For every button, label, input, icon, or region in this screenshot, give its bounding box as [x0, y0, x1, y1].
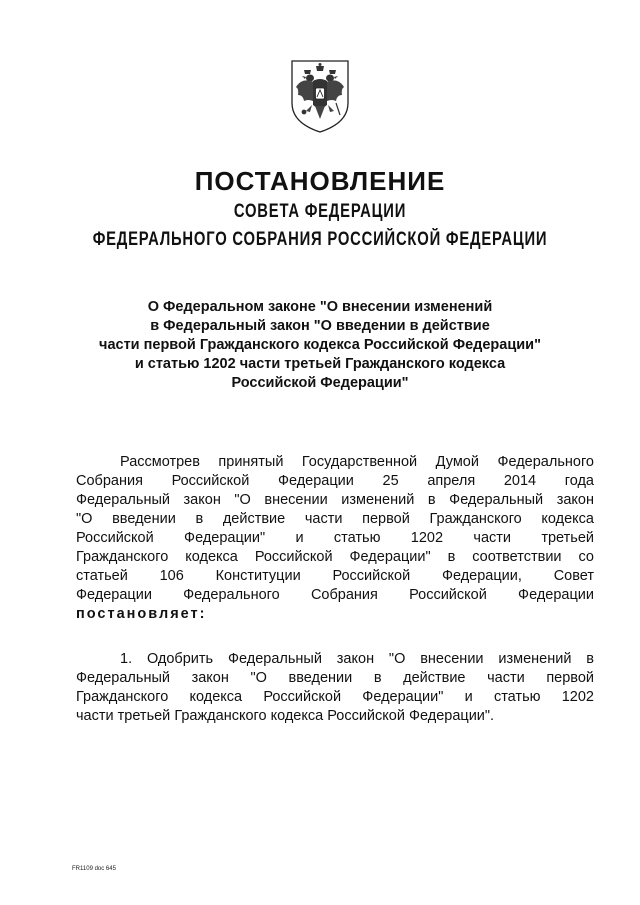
document-code: FR1109 doc 645 — [72, 866, 116, 872]
subject-line: части первой Гражданского кодекса Российской Федерации" — [99, 337, 541, 353]
subject-line: в Федеральный закон "О введении в действие — [150, 318, 490, 334]
paragraph-line: Гражданского кодекса Российской Федерации" в соответствии со — [76, 549, 594, 565]
document-subject — [60, 298, 580, 393]
subject-line: Российской Федерации" — [231, 375, 409, 391]
paragraph-line: Рассмотрев принятый Государственной Думой Федерального — [120, 454, 594, 470]
russian-coat-of-arms-icon — [284, 55, 356, 135]
resolves-word: постановляет: — [76, 606, 207, 622]
paragraph-line: Федерации Федерального Собрания Российской Федерации — [76, 587, 594, 603]
document-title: ПОСТАНОВЛЕНИЕ — [194, 166, 446, 196]
subject-line: и статью 1202 части третьей Гражданского кодекса — [134, 356, 506, 372]
resolution-paragraph — [76, 650, 594, 726]
preamble-paragraph — [76, 453, 594, 624]
paragraph-line: Федеральный закон "О внесении изменений в Федеральный закон — [76, 492, 594, 508]
paragraph-line: 1. Одобрить Федеральный закон "О внесении изменений в — [120, 651, 594, 667]
paragraph-line: статьей 106 Конституции Российской Федерации, Совет — [76, 568, 594, 584]
issuing-body-parent: ФЕДЕРАЛЬНОГО СОБРАНИЯ РОССИЙСКОЙ ФЕДЕРАЦИИ — [92, 229, 548, 250]
subject-line: О Федеральном законе "О внесении изменений — [147, 299, 493, 315]
paragraph-line: Гражданского кодекса Российской Федерации" и статью 1202 — [76, 689, 594, 705]
paragraph-line: Российской Федерации" и статью 1202 части третьей — [76, 530, 594, 546]
paragraph-line: Федеральный закон "О введении в действие части первой — [76, 670, 594, 686]
paragraph-line: части третьей Гражданского кодекса Российской Федерации". — [76, 708, 495, 724]
issuing-body: СОВЕТА ФЕДЕРАЦИИ — [233, 201, 407, 222]
paragraph-line: Собрания Российской Федерации 25 апреля 2014 года — [76, 473, 594, 489]
paragraph-line: "О введении в действие части первой Гражданского кодекса — [76, 511, 594, 527]
